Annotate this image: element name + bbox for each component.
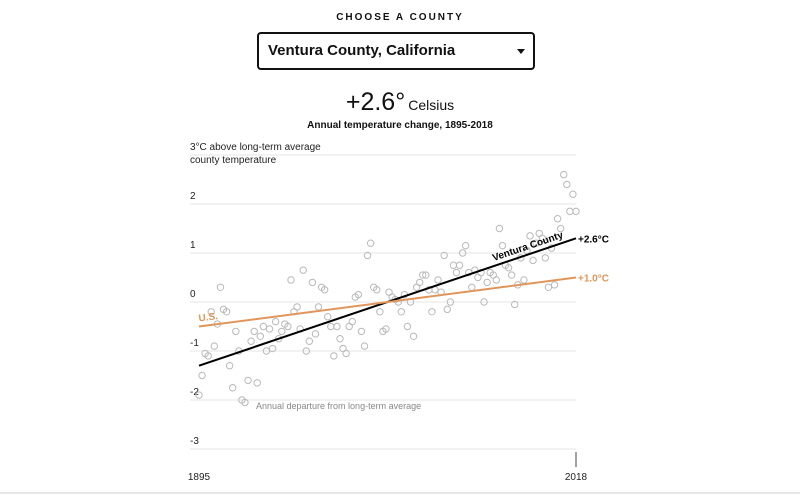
county-trend-name: Ventura County — [491, 229, 565, 264]
county-dropdown-value: Ventura County, California — [268, 42, 456, 59]
data-point — [554, 216, 560, 222]
data-point — [226, 363, 232, 369]
data-point — [331, 353, 337, 359]
data-point — [416, 279, 422, 285]
data-point — [337, 336, 343, 342]
y-tick-label: -3 — [190, 436, 199, 447]
y-tick-label: -2 — [190, 387, 199, 398]
picker-label: CHOOSE A COUNTY — [336, 12, 464, 23]
headline-value: +2.6° — [345, 88, 406, 116]
data-point — [199, 372, 205, 378]
data-point — [551, 282, 557, 288]
data-point — [325, 314, 331, 320]
data-point — [545, 284, 551, 290]
data-point — [272, 318, 278, 324]
data-point — [567, 208, 573, 214]
data-point — [306, 338, 312, 344]
data-point — [300, 267, 306, 273]
y-tick-label: 2 — [190, 191, 196, 202]
data-point — [404, 323, 410, 329]
data-point — [328, 323, 334, 329]
data-point — [499, 242, 505, 248]
data-point — [496, 225, 502, 231]
data-point — [527, 233, 533, 239]
data-point — [462, 242, 468, 248]
y-axis-note: county temperature — [190, 155, 277, 166]
data-point — [358, 328, 364, 334]
data-point — [260, 323, 266, 329]
data-point — [484, 279, 490, 285]
data-point — [315, 304, 321, 310]
data-point — [469, 284, 475, 290]
headline-unit: Celsius — [408, 97, 455, 113]
data-point — [410, 333, 416, 339]
points-annotation: Annual departure from long-term average — [256, 401, 422, 411]
county-change-label: +2.6°C — [578, 234, 609, 246]
y-tick-label: -1 — [190, 338, 199, 349]
data-point — [334, 323, 340, 329]
data-point — [561, 171, 567, 177]
data-point — [377, 309, 383, 315]
data-point — [521, 277, 527, 283]
data-point — [245, 377, 251, 383]
data-point — [493, 277, 499, 283]
data-point — [230, 385, 236, 391]
us-change-label: +1.0°C — [578, 273, 609, 285]
data-point — [361, 343, 367, 349]
data-point — [444, 306, 450, 312]
y-tick-label: 3°C above long-term average — [190, 142, 321, 153]
y-tick-label: 1 — [190, 240, 196, 251]
data-point — [257, 333, 263, 339]
data-point — [564, 181, 570, 187]
data-point — [573, 208, 579, 214]
data-point — [312, 331, 318, 337]
data-point — [288, 277, 294, 283]
x-tick-label: 2018 — [564, 472, 588, 483]
data-point — [435, 277, 441, 283]
data-point — [266, 326, 272, 332]
data-point — [254, 380, 260, 386]
chart-subtitle: Annual temperature change, 1895-2018 — [307, 120, 493, 131]
data-point — [309, 279, 315, 285]
data-point — [211, 343, 217, 349]
data-point — [530, 257, 536, 263]
data-point — [450, 262, 456, 268]
us-trend-name: U.S. — [197, 311, 219, 325]
data-point — [453, 269, 459, 275]
x-tick-label: 1895 — [187, 472, 211, 483]
data-point — [508, 272, 514, 278]
data-point — [542, 255, 548, 261]
data-point — [429, 309, 435, 315]
data-point — [233, 328, 239, 334]
data-point — [279, 328, 285, 334]
data-point — [398, 309, 404, 315]
data-point — [349, 318, 355, 324]
data-point — [251, 328, 257, 334]
data-point — [456, 262, 462, 268]
data-point — [248, 338, 254, 344]
data-point — [217, 284, 223, 290]
data-point — [294, 304, 300, 310]
data-point — [367, 240, 373, 246]
y-tick-label: 0 — [190, 289, 196, 300]
data-point — [570, 191, 576, 197]
